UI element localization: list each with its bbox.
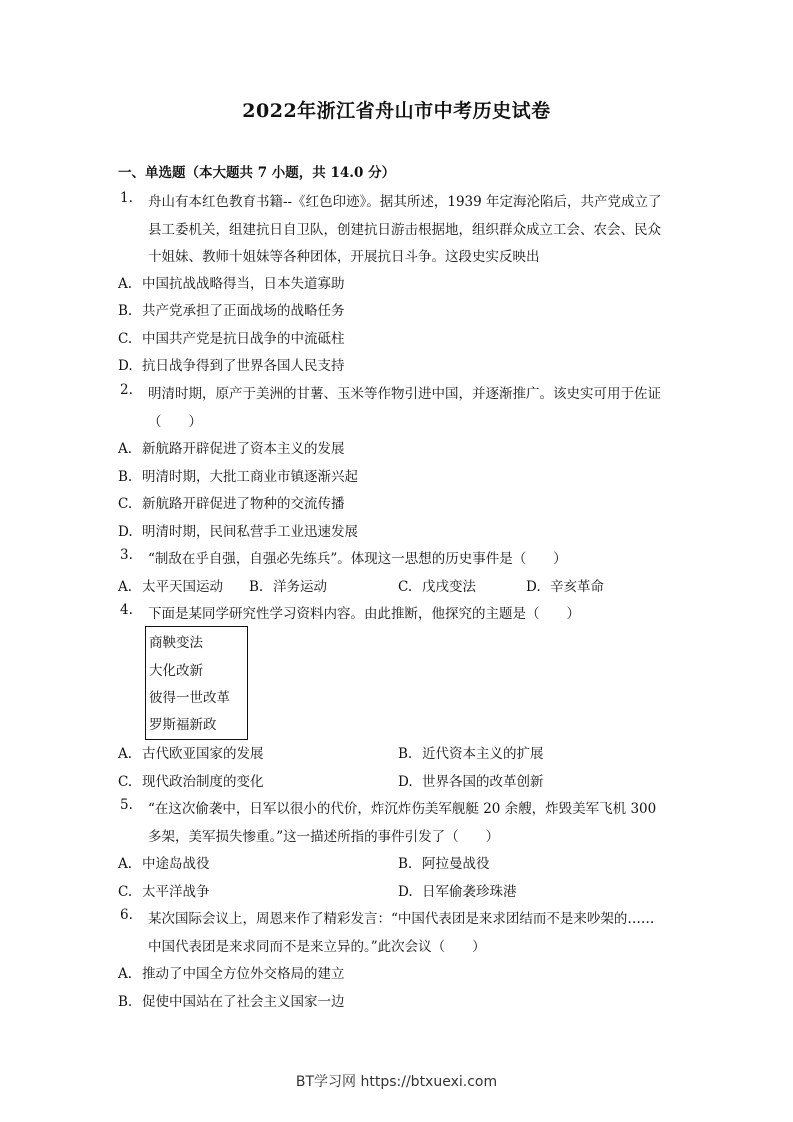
option-letter: B. [249,579,264,595]
option-letter: C. [398,579,413,595]
question-text-line: “在这次偷袭中，日军以很小的代价，炸沉炸伤美军舰艇 20 余艘，炸毁美军飞机 300 [148,801,657,817]
option [398,575,476,595]
option [526,575,604,595]
option-letter: A. [118,441,133,457]
material-item: 罗斯福新政 [149,717,217,733]
option-text: 共产党承担了正面战场的战略任务 [142,303,345,319]
option-text: 中途岛战役 [142,856,210,872]
question-text-line: “制敌在乎自强，自强必先练兵”。体现这一思想的历史事件是（ ） [148,551,567,567]
option-letter: B. [398,856,413,872]
option-letter: A. [118,579,133,595]
question-text-line: 多架，美军损失惨重。”这一描述所指的事件引发了（ ） [148,829,500,845]
option [249,575,327,595]
option [118,354,345,374]
option-letter: A. [118,966,133,982]
option-letter: A. [118,746,133,762]
question-text-line: 下面是某同学研究性学习资料内容。由此推断，他探究的主题是（ ） [148,606,580,622]
option-letter: C. [118,331,133,347]
question-number: 4. [120,602,133,618]
option-text: 日军偷袭珍珠港 [422,884,517,900]
option-text: 太平洋战争 [142,884,210,900]
option-text: 中国抗战战略得当，日本失道寡助 [142,276,345,292]
option-text: 新航路开辟促进了资本主义的发展 [142,441,345,457]
option-letter: A. [118,276,133,292]
option-text: 近代资本主义的扩展 [422,746,544,762]
option-text: 世界各国的改革创新 [422,774,544,790]
option-letter: D. [118,524,133,540]
footer-watermark: BT学习网 https://btxuexi.com [295,1074,498,1090]
option-text: 古代欧亚国家的发展 [142,746,264,762]
option-letter: D. [398,884,413,900]
option-text: 辛亥革命 [550,579,604,595]
question-text-line: （ ） [148,414,202,430]
option [118,272,345,292]
question-number: 5. [120,797,133,813]
option-letter: B. [118,994,133,1010]
option [118,465,358,485]
option-text: 太平天国运动 [142,579,223,595]
option [398,770,544,790]
option [118,742,264,762]
question-text-line: 中国代表团是来求同而不是来立异的。”此次会议（ ） [148,939,486,955]
question-text-line: 十姐妹、教师十姐妹等各种团体，开展抗日斗争。这段史实反映出 [148,249,540,265]
material-item: 彼得一世改革 [149,690,230,706]
question-text-line: 某次国际会议上，周恩来作了精彩发言：“中国代表团是来求团结而不是来吵架的…… [148,911,655,927]
material-box [145,626,248,740]
option-text: 戊戌变法 [422,579,476,595]
option [118,962,345,982]
option-letter: C. [118,496,133,512]
option [118,299,345,319]
option [398,852,490,872]
question-text-line: 县工委机关，组建抗日自卫队，创建抗日游击根据地，组织群众成立工会、农会、民众 [148,222,661,238]
option-letter: D. [118,358,133,374]
option-text: 明清时期，民间私营手工业迅速发展 [142,524,358,540]
option-letter: A. [118,856,133,872]
option [118,575,223,595]
option [118,327,345,347]
option-letter: B. [398,746,413,762]
option-letter: C. [118,774,133,790]
option-letter: C. [118,884,133,900]
question-number: 3. [120,547,133,563]
question-number: 6. [120,907,133,923]
option-text: 促使中国站在了社会主义国家一边 [142,994,345,1010]
option-letter: D. [398,774,413,790]
question-number: 1. [120,190,133,206]
option-text: 阿拉曼战役 [422,856,490,872]
question-text-line: 舟山有本红色教育书籍--《红色印迹》。据其所述，1939 年定海沦陷后，共产党成立了 [148,194,662,210]
section-header: 一、单选题（本大题共 7 小题，共 14.0 分） [118,165,396,181]
option-text: 洋务运动 [273,579,327,595]
material-item: 商鞅变法 [149,635,203,651]
option-text: 中国共产党是抗日战争的中流砥柱 [142,331,345,347]
option-letter: B. [118,469,133,485]
page-title: 2022年浙江省舟山市中考历史试卷 [242,100,551,122]
question-number: 2. [120,382,133,398]
option [118,770,264,790]
option [398,880,517,900]
option [118,492,345,512]
option-text: 现代政治制度的变化 [142,774,264,790]
option-text: 推动了中国全方位外交格局的建立 [142,966,345,982]
option-letter: B. [118,303,133,319]
option-text: 新航路开辟促进了物种的交流传播 [142,496,345,512]
option-text: 明清时期，大批工商业市镇逐渐兴起 [142,469,358,485]
option [118,437,345,457]
option [118,880,210,900]
question-text-line: 明清时期，原产于美洲的甘薯、玉米等作物引进中国，并逐渐推广。该史实可用于佐证 [148,386,661,402]
option [118,852,210,872]
option [118,520,358,540]
option-letter: D. [526,579,541,595]
option-text: 抗日战争得到了世界各国人民支持 [142,358,345,374]
material-item: 大化改新 [149,663,203,679]
option [118,990,345,1010]
option [398,742,544,762]
